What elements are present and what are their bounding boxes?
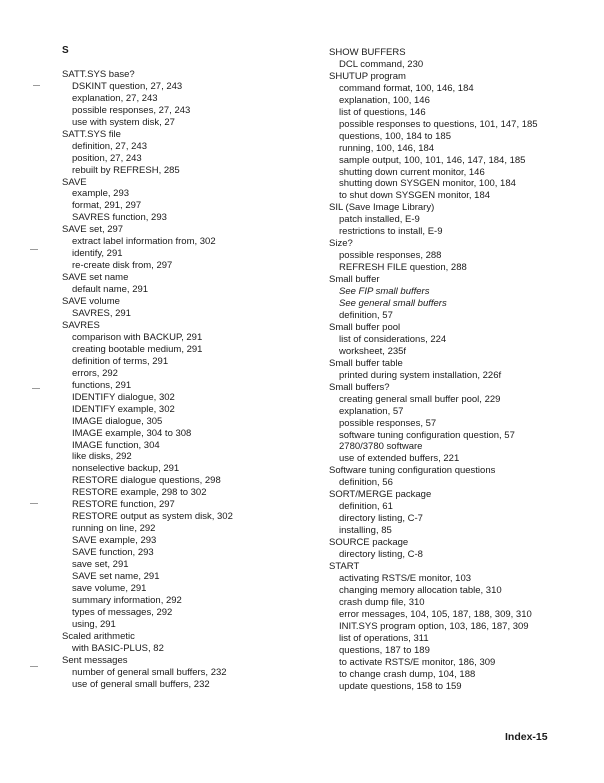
index-subentry: definition, 27, 243 — [72, 140, 148, 152]
index-subentry: directory listing, C-7 — [339, 513, 423, 525]
index-heading: SHUTUP program — [329, 70, 406, 82]
index-subentry: creating general small buffer pool, 229 — [339, 393, 501, 405]
index-subentry: to change crash dump, 104, 188 — [339, 668, 476, 680]
index-subentry: use of extended buffers, 221 — [339, 453, 460, 465]
index-subentry: crash dump file, 310 — [339, 596, 425, 608]
index-subentry: list of questions, 146 — [339, 106, 426, 118]
index-subentry: running, 100, 146, 184 — [339, 142, 435, 154]
index-subentry: REFRESH FILE question, 288 — [339, 262, 467, 274]
index-subentry: activating RSTS/E monitor, 103 — [339, 572, 472, 584]
index-heading: Small buffers? — [329, 381, 390, 393]
index-subentry: RESTORE dialogue questions, 298 — [72, 475, 221, 487]
left-entry-list — [62, 69, 307, 691]
index-subentry: command format, 100, 146, 184 — [339, 82, 474, 94]
index-subentry: position, 27, 243 — [72, 152, 142, 164]
index-subentry: running on line, 292 — [72, 523, 156, 535]
index-heading: SORT/MERGE package — [329, 489, 432, 501]
index-subentry: rebuilt by REFRESH, 285 — [72, 164, 180, 176]
index-subentry: update questions, 158 to 159 — [339, 680, 462, 692]
index-subentry: software tuning configuration question, 57 — [339, 429, 515, 441]
index-subentry: functions, 291 — [72, 379, 132, 391]
index-subentry: errors, 292 — [72, 367, 118, 379]
index-left-column — [62, 0, 307, 691]
index-subentry: IMAGE dialogue, 305 — [72, 415, 163, 427]
margin-mark — [30, 249, 38, 250]
index-heading: Small buffer — [329, 274, 380, 286]
index-subentry: use with system disk, 27 — [72, 116, 175, 128]
margin-mark — [33, 85, 40, 86]
index-subentry: creating bootable medium, 291 — [72, 343, 203, 355]
index-heading: SATT.SYS base? — [62, 68, 135, 80]
margin-mark — [30, 503, 38, 504]
page-footer: Index-15 — [505, 731, 548, 743]
index-heading: Size? — [329, 238, 353, 250]
index-heading: Small buffer pool — [329, 321, 401, 333]
index-subentry: IDENTIFY dialogue, 302 — [72, 391, 175, 403]
index-subentry: number of general small buffers, 232 — [72, 666, 227, 678]
index-heading: SIL (Save Image Library) — [329, 202, 435, 214]
index-heading: START — [329, 560, 360, 572]
index-subentry: 2780/3780 software — [339, 441, 423, 453]
index-subentry: IDENTIFY example, 302 — [72, 403, 175, 415]
index-subentry: use of general small buffers, 232 — [72, 678, 210, 690]
index-subentry: See general small buffers — [339, 298, 447, 310]
index-subentry: See FIP small buffers — [339, 286, 430, 298]
index-heading: SAVE — [62, 176, 87, 188]
index-subentry: shutting down current monitor, 146 — [339, 166, 485, 178]
index-heading: SAVRES — [62, 319, 100, 331]
right-entry-list — [329, 47, 589, 692]
index-subentry: definition, 57 — [339, 309, 393, 321]
index-subentry: save set, 291 — [72, 559, 129, 571]
index-subentry: extract label information from, 302 — [72, 236, 216, 248]
index-subentry: format, 291, 297 — [72, 200, 142, 212]
index-subentry: RESTORE example, 298 to 302 — [72, 487, 207, 499]
index-subentry: using, 291 — [72, 618, 116, 630]
index-heading: SAVE set name — [62, 272, 129, 284]
index-subentry: with BASIC-PLUS, 82 — [72, 642, 164, 654]
index-subentry: questions, 100, 184 to 185 — [339, 130, 451, 142]
index-subentry: default name, 291 — [72, 284, 149, 296]
index-subentry: list of operations, 311 — [339, 632, 429, 644]
index-subentry: printed during system installation, 226f — [339, 369, 502, 381]
index-subentry: definition, 61 — [339, 501, 393, 513]
index-subentry: explanation, 27, 243 — [72, 92, 158, 104]
index-subentry: to shut down SYSGEN monitor, 184 — [339, 190, 491, 202]
index-subentry: possible responses, 27, 243 — [72, 104, 191, 116]
index-subentry: sample output, 100, 101, 146, 147, 184, 185 — [339, 154, 526, 166]
index-subentry: definition of terms, 291 — [72, 355, 169, 367]
index-heading: Scaled arithmetic — [62, 630, 135, 642]
index-heading: SATT.SYS file — [62, 128, 121, 140]
section-letter: S — [62, 45, 69, 56]
index-subentry: SAVE example, 293 — [72, 535, 157, 547]
margin-mark — [30, 666, 38, 667]
index-subentry: example, 293 — [72, 188, 130, 200]
index-subentry: definition, 56 — [339, 477, 393, 489]
index-subentry: save volume, 291 — [72, 582, 147, 594]
index-subentry: explanation, 100, 146 — [339, 94, 430, 106]
margin-mark — [32, 388, 40, 389]
index-subentry: list of considerations, 224 — [339, 333, 447, 345]
index-subentry: DCL command, 230 — [339, 58, 424, 70]
index-subentry: questions, 187 to 189 — [339, 644, 430, 656]
index-subentry: explanation, 57 — [339, 405, 404, 417]
index-subentry: RESTORE output as system disk, 302 — [72, 511, 233, 523]
index-subentry: comparison with BACKUP, 291 — [72, 331, 203, 343]
index-heading: Small buffer table — [329, 357, 403, 369]
index-subentry: nonselective backup, 291 — [72, 463, 180, 475]
index-subentry: like disks, 292 — [72, 451, 132, 463]
index-subentry: re-create disk from, 297 — [72, 260, 173, 272]
index-subentry: INIT.SYS program option, 103, 186, 187, 309 — [339, 620, 529, 632]
index-subentry: directory listing, C-8 — [339, 549, 423, 561]
index-heading: SOURCE package — [329, 537, 409, 549]
index-subentry: IMAGE function, 304 — [72, 439, 160, 451]
index-subentry: possible responses, 288 — [339, 250, 442, 262]
index-subentry: installing, 85 — [339, 525, 392, 537]
index-subentry: restrictions to install, E-9 — [339, 226, 443, 238]
index-subentry: SAVE set name, 291 — [72, 570, 160, 582]
index-subentry: error messages, 104, 105, 187, 188, 309, 310 — [339, 608, 532, 620]
index-heading: Software tuning configuration questions — [329, 465, 496, 477]
index-subentry: RESTORE function, 297 — [72, 499, 175, 511]
index-subentry: worksheet, 235f — [339, 345, 407, 357]
index-subentry: patch installed, E-9 — [339, 214, 420, 226]
index-subentry: DSKINT question, 27, 243 — [72, 80, 183, 92]
index-subentry: possible responses to questions, 101, 147, 185 — [339, 118, 538, 130]
index-subentry: identify, 291 — [72, 248, 123, 260]
index-right-column — [329, 0, 589, 692]
index-heading: SAVE set, 297 — [62, 224, 124, 236]
index-subentry: changing memory allocation table, 310 — [339, 584, 502, 596]
index-subentry: shutting down SYSGEN monitor, 100, 184 — [339, 178, 516, 190]
index-subentry: possible responses, 57 — [339, 417, 437, 429]
index-subentry: SAVE function, 293 — [72, 547, 154, 559]
index-heading: SAVE volume — [62, 296, 120, 308]
index-subentry: IMAGE example, 304 to 308 — [72, 427, 192, 439]
index-subentry: SAVRES function, 293 — [72, 212, 167, 224]
index-heading: SHOW BUFFERS — [329, 47, 406, 58]
index-subentry: to activate RSTS/E monitor, 186, 309 — [339, 656, 496, 668]
index-subentry: summary information, 292 — [72, 594, 182, 606]
index-subentry: SAVRES, 291 — [72, 308, 131, 320]
index-subentry: types of messages, 292 — [72, 606, 173, 618]
index-heading: Sent messages — [62, 654, 128, 666]
